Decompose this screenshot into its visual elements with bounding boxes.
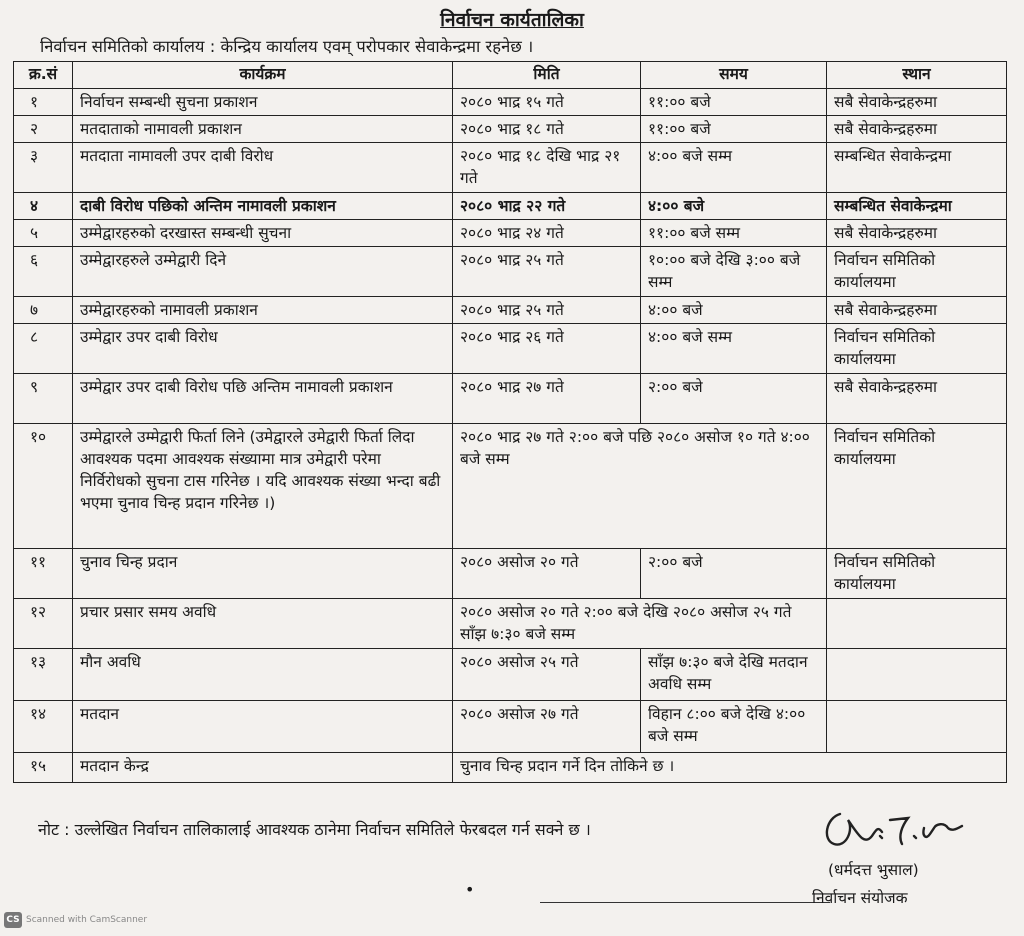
cell-program: मतदान xyxy=(73,701,453,753)
table-row xyxy=(14,701,1007,753)
scanner-text: Scanned with CamScanner xyxy=(26,915,148,925)
header-time: समय xyxy=(641,62,827,89)
cell-program: मतदाता नामावली उपर दाबी विरोध xyxy=(73,143,453,193)
cell-date: २०८० भाद्र १५ गते xyxy=(453,89,641,116)
cell-date: २०८० भाद्र २४ गते xyxy=(453,220,641,247)
cell-serial: ६ xyxy=(14,247,73,297)
cell-program: दाबी विरोध पछिको अन्तिम नामावली प्रकाशन xyxy=(73,193,453,220)
cell-place xyxy=(827,599,1007,649)
table-row xyxy=(14,374,1007,424)
cell-date: २०८० भाद्र १८ गते xyxy=(453,116,641,143)
cell-place: निर्वाचन समितिको कार्यालयमा xyxy=(827,424,1007,549)
table-row xyxy=(14,549,1007,599)
cell-time: ११:०० बजे सम्म xyxy=(641,220,827,247)
cell-serial: ८ xyxy=(14,324,73,374)
table-row xyxy=(14,649,1007,701)
cell-place: सम्बन्धित सेवाकेन्द्रमा xyxy=(827,143,1007,193)
cell-program: मौन अवधि xyxy=(73,649,453,701)
cell-time: ११:०० बजे xyxy=(641,116,827,143)
cell-program: उम्मेद्वारले उम्मेद्वारी फिर्ता लिने (उमेद्वारले उमेद्वारी फिर्ता लिदा आवश्यक पदमा आवश्यक संख्यामा मात्र उमेद्वारी परेमा निर्विरोधको सुचना टास गरिनेछ । यदि आवश्यक संख्या भन्दा बढी भएमा चुनाव चिन्ह प्रदान गरिनेछ ।) xyxy=(73,424,453,549)
cell-date-time: २०८० भाद्र २७ गते २:०० बजे पछि २०८० असोज १० गते ४:०० बजे सम्म xyxy=(453,424,827,549)
cell-date: २०८० भाद्र २७ गते xyxy=(453,374,641,424)
cell-date: २०८० भाद्र २२ गते xyxy=(453,193,641,220)
cell-serial: २ xyxy=(14,116,73,143)
cell-program: उम्मेद्वारहरुले उम्मेद्वारी दिने xyxy=(73,247,453,297)
cell-date: २०८० भाद्र २५ गते xyxy=(453,297,641,324)
table-header-row xyxy=(14,62,1007,89)
cell-program: चुनाव चिन्ह प्रदान xyxy=(73,549,453,599)
cell-time: विहान ८:०० बजे देखि ४:०० बजे सम्म xyxy=(641,701,827,753)
cell-time: साँझ ७:३० बजे देखि मतदान अवधि सम्म xyxy=(641,649,827,701)
signature-image xyxy=(818,806,968,856)
cell-serial: १३ xyxy=(14,649,73,701)
cell-program: उम्मेद्वारहरुको दरखास्त सम्बन्धी सुचना xyxy=(73,220,453,247)
cell-place: सबै सेवाकेन्द्रहरुमा xyxy=(827,116,1007,143)
cell-time: ११:०० बजे xyxy=(641,89,827,116)
table-row xyxy=(14,193,1007,220)
cell-serial: ७ xyxy=(14,297,73,324)
schedule-table xyxy=(13,61,1007,783)
cell-time: ४:०० बजे xyxy=(641,297,827,324)
table-row xyxy=(14,116,1007,143)
cell-serial: १४ xyxy=(14,701,73,753)
cell-time: ४:०० बजे xyxy=(641,193,827,220)
cell-serial: ४ xyxy=(14,193,73,220)
table-row xyxy=(14,324,1007,374)
cell-program: उम्मेद्वार उपर दाबी विरोध xyxy=(73,324,453,374)
cell-serial: १२ xyxy=(14,599,73,649)
cell-place: निर्वाचन समितिको कार्यालयमा xyxy=(827,549,1007,599)
table-row xyxy=(14,297,1007,324)
cell-date-time-place: चुनाव चिन्ह प्रदान गर्ने दिन तोकिने छ । xyxy=(453,753,1007,783)
footnote: नोट : उल्लेखित निर्वाचन तालिकालाई आवश्यक ठानेमा निर्वाचन समितिले फेरबदल गर्न सक्ने छ । xyxy=(38,820,591,839)
table-row xyxy=(14,247,1007,297)
cell-place: सबै सेवाकेन्द्रहरुमा xyxy=(827,374,1007,424)
cell-serial: १५ xyxy=(14,753,73,783)
cell-place xyxy=(827,649,1007,701)
cell-time: १०:०० बजे देखि ३:०० बजे सम्म xyxy=(641,247,827,297)
cell-program: निर्वाचन सम्बन्धी सुचना प्रकाशन xyxy=(73,89,453,116)
cell-place: सबै सेवाकेन्द्रहरुमा xyxy=(827,297,1007,324)
table-row xyxy=(14,753,1007,783)
cell-serial: ५ xyxy=(14,220,73,247)
header-place: स्थान xyxy=(827,62,1007,89)
cell-place: निर्वाचन समितिको कार्यालयमा xyxy=(827,247,1007,297)
cell-place xyxy=(827,701,1007,753)
signer-name: (धर्मदत्त भुसाल) xyxy=(828,861,919,879)
camscanner-icon: CS xyxy=(4,912,22,928)
cell-date: २०८० भाद्र १८ देखि भाद्र २१ गते xyxy=(453,143,641,193)
cell-date: २०८० भाद्र २६ गते xyxy=(453,324,641,374)
cell-time: ४:०० बजे सम्म xyxy=(641,324,827,374)
table-row xyxy=(14,220,1007,247)
dot-mark: • xyxy=(465,880,475,899)
cell-date: २०८० असोज २७ गते xyxy=(453,701,641,753)
cell-serial: १० xyxy=(14,424,73,549)
cell-program: प्रचार प्रसार समय अवधि xyxy=(73,599,453,649)
cell-place: सबै सेवाकेन्द्रहरुमा xyxy=(827,89,1007,116)
cell-program: मतदाताको नामावली प्रकाशन xyxy=(73,116,453,143)
cell-time: ४:०० बजे सम्म xyxy=(641,143,827,193)
cell-serial: ३ xyxy=(14,143,73,193)
table-row xyxy=(14,89,1007,116)
document-title: निर्वाचन कार्यतालिका xyxy=(440,9,584,31)
cell-serial: ९ xyxy=(14,374,73,424)
signature-line xyxy=(540,902,830,903)
cell-date-time: २०८० असोज २० गते २:०० बजे देखि २०८० असोज २५ गते साँझ ७:३० बजे सम्म xyxy=(453,599,827,649)
document-subtitle: निर्वाचन समितिको कार्यालय : केन्द्रिय कार्यालय एवम् परोपकार सेवाकेन्द्रमा रहनेछ । xyxy=(40,37,534,56)
cell-time: २:०० बजे xyxy=(641,374,827,424)
table-row xyxy=(14,599,1007,649)
table-row xyxy=(14,143,1007,193)
cell-date: २०८० भाद्र २५ गते xyxy=(453,247,641,297)
cell-program: उम्मेद्वार उपर दाबी विरोध पछि अन्तिम नामावली प्रकाशन xyxy=(73,374,453,424)
cell-program: उम्मेद्वारहरुको नामावली प्रकाशन xyxy=(73,297,453,324)
cell-program: मतदान केन्द्र xyxy=(73,753,453,783)
cell-date: २०८० असोज २५ गते xyxy=(453,649,641,701)
cell-place: सम्बन्धित सेवाकेन्द्रमा xyxy=(827,193,1007,220)
signer-role: निर्वाचन संयोजक xyxy=(812,889,908,907)
cell-place: सबै सेवाकेन्द्रहरुमा xyxy=(827,220,1007,247)
cell-time: २:०० बजे xyxy=(641,549,827,599)
cell-serial: ११ xyxy=(14,549,73,599)
header-serial: क्र.सं xyxy=(14,62,73,89)
scanner-watermark xyxy=(4,912,147,928)
header-date: मिति xyxy=(453,62,641,89)
header-program: कार्यक्रम xyxy=(73,62,453,89)
cell-date: २०८० असोज २० गते xyxy=(453,549,641,599)
cell-serial: १ xyxy=(14,89,73,116)
cell-place: निर्वाचन समितिको कार्यालयमा xyxy=(827,324,1007,374)
table-row xyxy=(14,424,1007,549)
